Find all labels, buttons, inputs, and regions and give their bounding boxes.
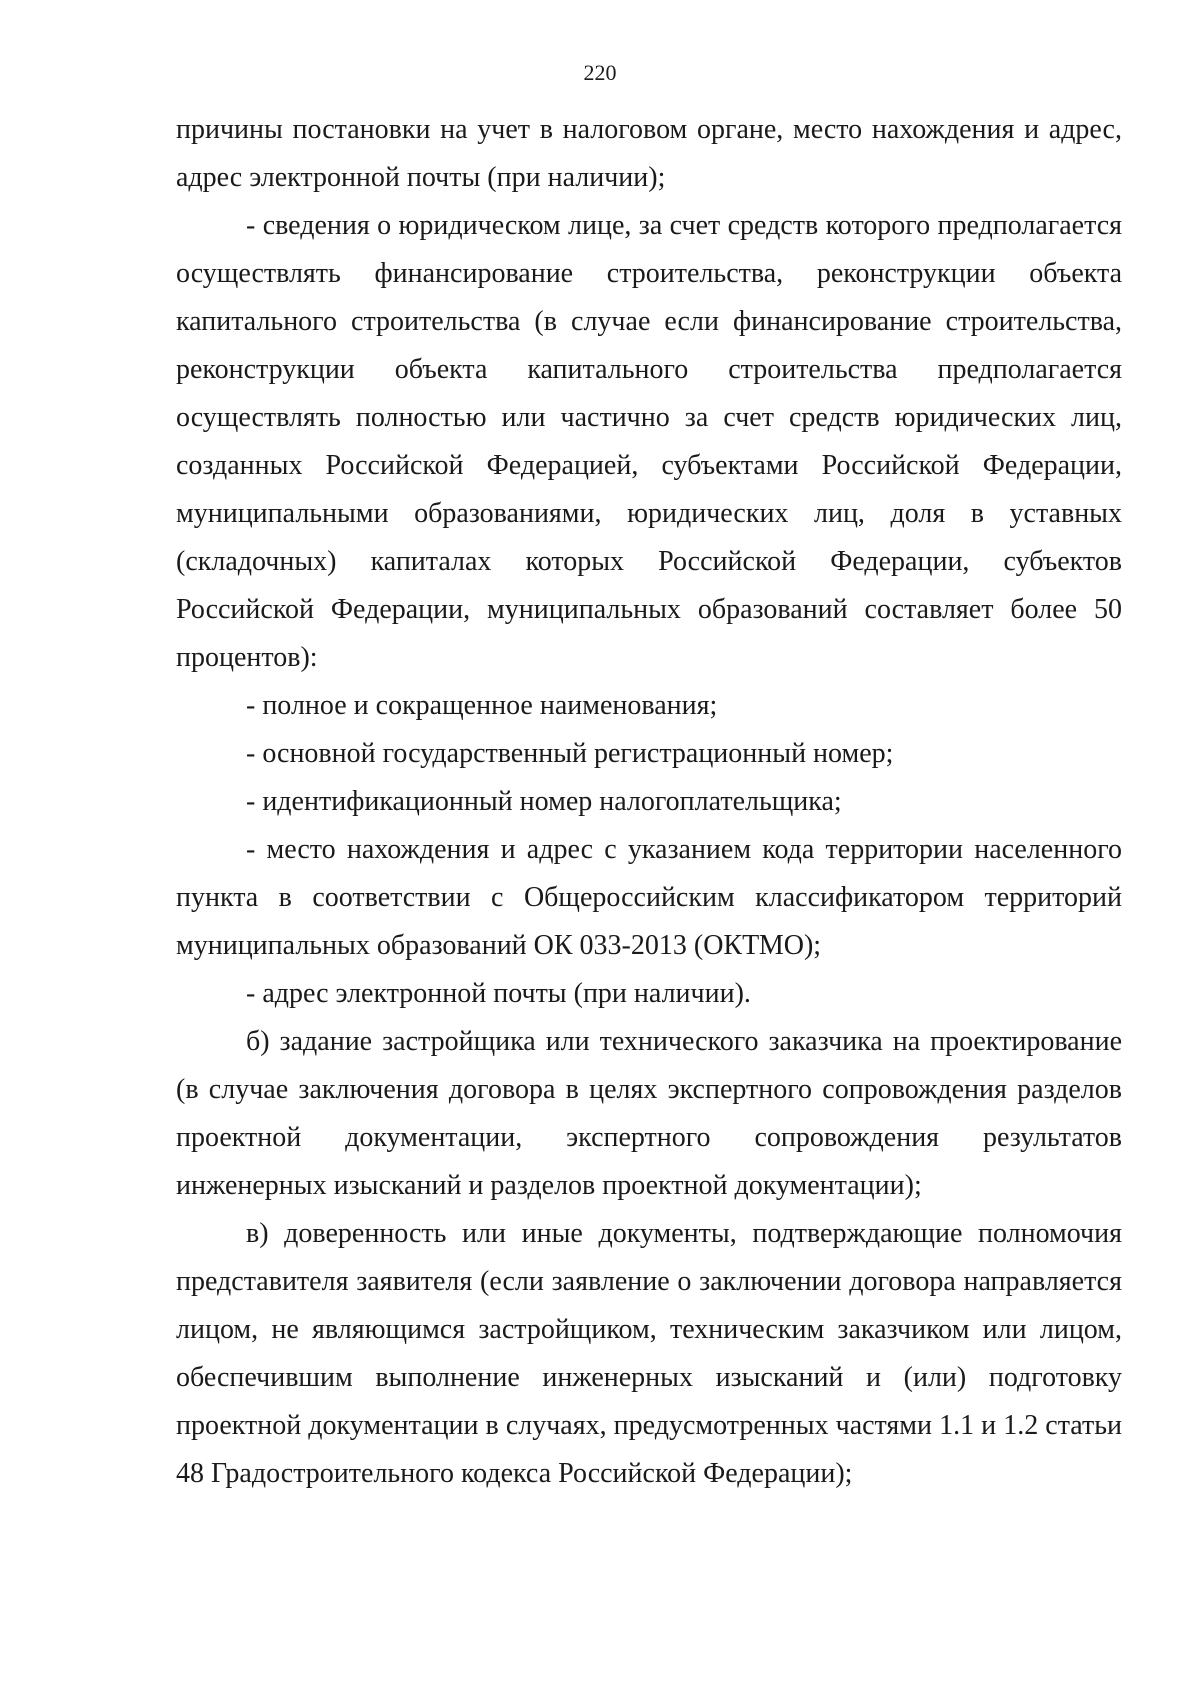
list-item-email: - адрес электронной почты (при наличии). — [246, 978, 751, 1009]
page-number: 220 — [583, 60, 617, 85]
list-item-ogrn: - основной государственный регистрационный номер; — [246, 738, 894, 769]
list-item-location: - место нахождения и адрес с указанием кода территории населенного пункта в соответствии с Общероссийским классификатором территорий муниципальных образований ОК 033-2013 (ОКТМО); — [176, 834, 1122, 961]
list-item-inn: - идентификационный номер налогоплательщика; — [246, 786, 842, 817]
list-item-full-name: - полное и сокращенное наименования; — [246, 690, 718, 721]
paragraph-v-power-of-attorney: в) доверенность или иные документы, подтверждающие полномочия представителя заявителя (если заявление о заключении договора направляется лицом, не являющимся застройщиком, техническим заказчиком или лицом, обеспечившим выполнение инженерных изысканий и (или) подготовку проектной документации в случаях, предусмотренных частями 1.1 и 1.2 статьи 48 Градостроительного кодекса Российской Федерации); — [176, 1218, 1122, 1489]
paragraph-legal-entity-info: - сведения о юридическом лице, за счет средств которого предполагается осуществлять финансирование строительства, реконструкции объекта капитального строительства (в случае если финансирование строительства, реконструкции объекта капитального строительства предполагается осуществлять полностью или частично за счет средств юридических лиц, созданных Российской Федерацией, субъектами Российской Федерации, муниципальными образованиями, юридических лиц, доля в уставных (складочных) капиталах которых Российской Федерации, субъектов Российской Федерации, муниципальных образований составляет более 50 процентов): — [176, 210, 1122, 673]
document-body — [176, 106, 1122, 1498]
paragraph-continuation: причины постановки на учет в налоговом органе, место нахождения и адрес, адрес электронной почты (при наличии); — [176, 114, 1122, 193]
paragraph-b-design-assignment: б) задание застройщика или технического заказчика на проектирование (в случае заключения договора в целях экспертного сопровождения разделов проектной документации, экспертного сопровождения результатов инженерных изысканий и разделов проектной документации); — [176, 1026, 1122, 1201]
